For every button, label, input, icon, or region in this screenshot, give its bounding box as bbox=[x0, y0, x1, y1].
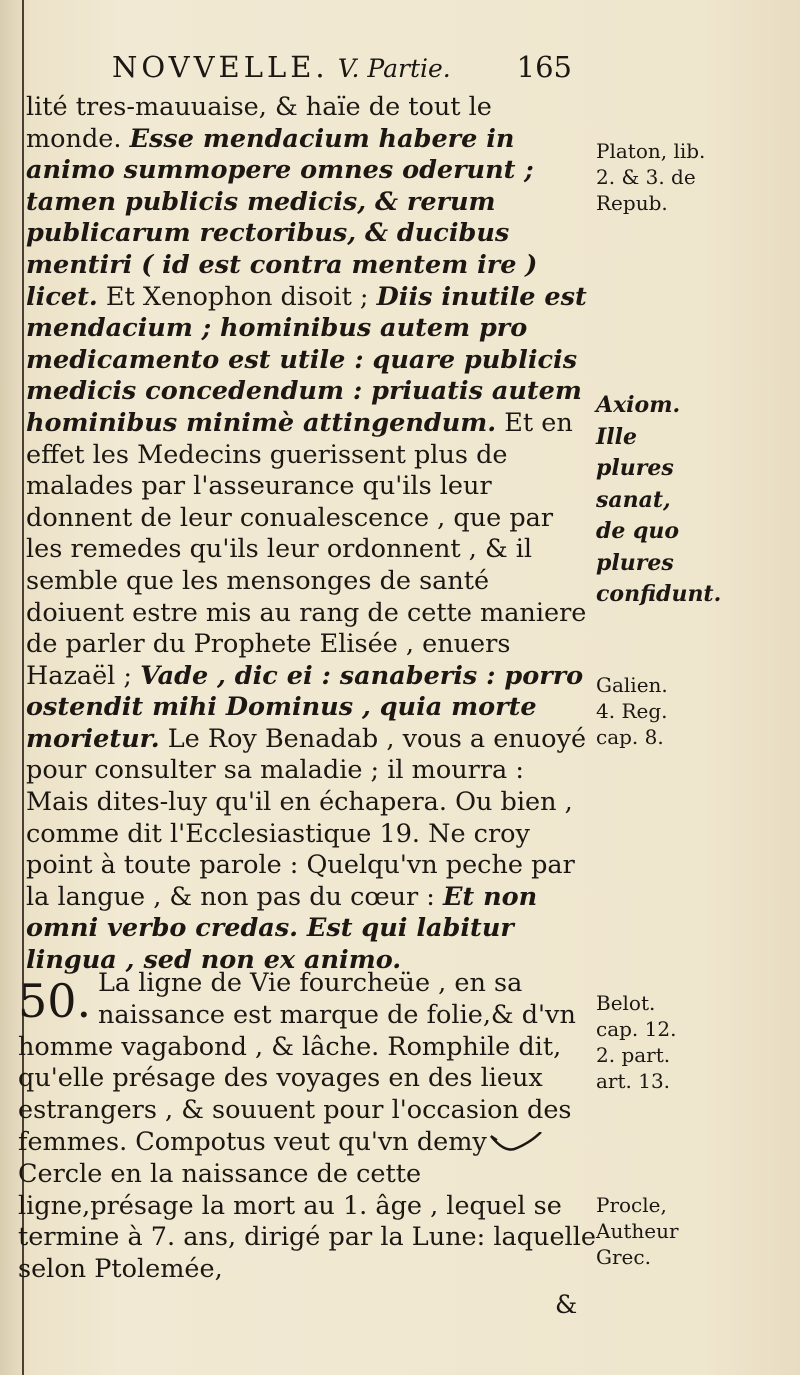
body-segment: lité tres-mauuaise, & haïe de tout le monde. bbox=[26, 92, 492, 154]
latin-quote: Diis inutile est mendacium ; hominibus autem pro medicamento est utile : quare publicis medicis concedendum : priuatis autem hominibus minimè attingendum. bbox=[26, 281, 587, 438]
section-first-lines: La ligne de Vie fourcheüe , en sa naissance est marque de folie,& d'vn bbox=[98, 968, 576, 1030]
section-text-part: Cercle en la naissance de cette ligne,présage la mort au 1. âge , lequel se termine à 7. ans, dirigé par la Lune: laquelle selon Ptolemée, bbox=[18, 1158, 596, 1285]
latin-quote: Esse mendacium habere in animo summopere omnes oderunt ; tamen publicis medicis, & rerum publicarum rectoribus, & ducibus mentiri ( id est contra mentem ire ) licet. bbox=[26, 123, 538, 312]
margin-note-axiom: Axiom. Ille plures sanat, de quo plures confidunt. bbox=[596, 392, 722, 607]
header-part: V. Partie. bbox=[337, 54, 451, 83]
page-number: 165 bbox=[516, 50, 572, 84]
body-segment: Et en effet les Medecins guerissent plus de malades par l'asseurance qu'ils leur donnent de leur conualescence , que par les remedes qu'ils leur ordonnent , & il semble que les mensonges de santé doiuent estre mis au rang de cette maniere de parler du Prophete Elisée , enuers Hazaël ; bbox=[26, 407, 587, 691]
running-header bbox=[112, 50, 592, 96]
margin-note-procle: Procle, Autheur Grec. bbox=[596, 1193, 679, 1269]
margin-note-belot: Belot. cap. 12. 2. part. art. 13. bbox=[596, 991, 677, 1093]
section-number: 50. bbox=[18, 974, 92, 1028]
latin-quote: Et non omni verbo credas. Est qui labitur lingua , sed non ex animo. bbox=[26, 881, 538, 976]
latin-quote: Vade , dic ei : sanaberis : porro ostendit mihi Dominus , quia morte morietur. bbox=[26, 660, 584, 754]
semicircle-glyph-icon bbox=[487, 1132, 545, 1154]
margin-note-plato: Platon, lib. 2. & 3. de Repub. bbox=[596, 139, 706, 215]
section-text-part: homme vagabond , & lâche. Romphile dit, qu'elle présage des voyages en des lieux estrangers , & souuent pour l'occasion des femmes. Compotus veut qu'vn demy bbox=[18, 1031, 572, 1157]
header-title: NOVVELLE. bbox=[112, 50, 329, 84]
section-50 bbox=[18, 968, 598, 1286]
catchword: & bbox=[555, 1290, 578, 1319]
section-text bbox=[18, 1032, 598, 1286]
body-segment: Le Roy Benadab , vous a enuoyé pour consulter sa maladie ; il mourra : Mais dites-luy qu'il en échapera. Ou bien , comme dit l'Ecclesiastique 19. Ne croy point à toute parole : Quelqu'vn peche par la langue , & non pas du cœur : bbox=[26, 723, 587, 912]
main-text-block bbox=[26, 92, 594, 977]
margin-note-galien: Galien. 4. Reg. cap. 8. bbox=[596, 673, 668, 749]
body-paragraph bbox=[26, 92, 594, 977]
body-segment: Et Xenophon disoit ; bbox=[97, 281, 377, 312]
